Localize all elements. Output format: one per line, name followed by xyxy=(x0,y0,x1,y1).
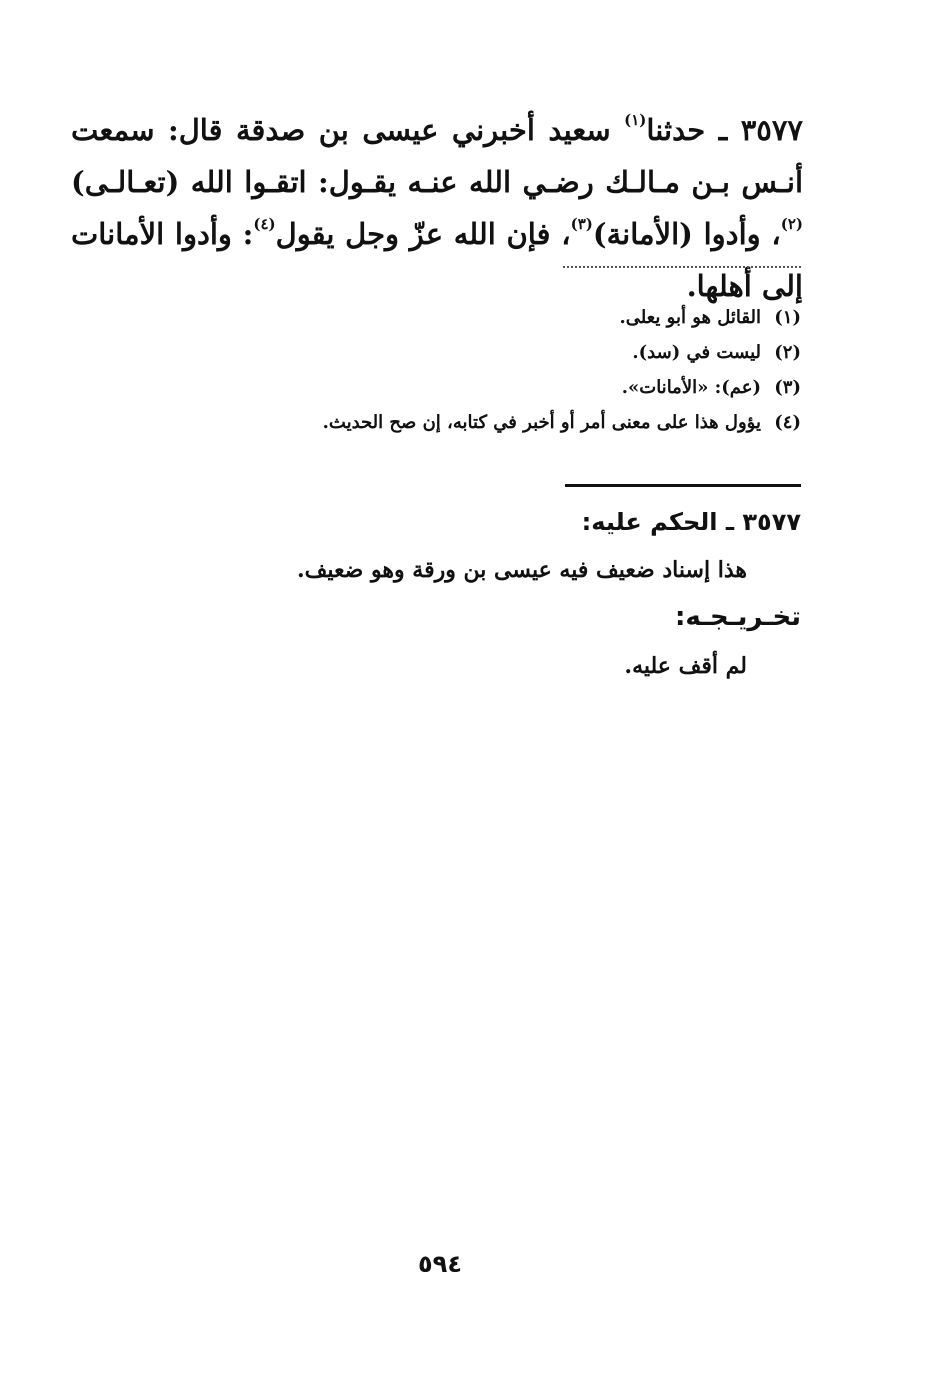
footnote-text: يؤول هذا على معنى أمر أو أخبر في كتابه، إن صح الحديث. xyxy=(322,412,761,433)
hadith-part-4: ، فإن الله عزّ وجل يقول xyxy=(275,217,571,251)
footnote-item xyxy=(201,335,801,370)
footnote-item xyxy=(201,300,801,335)
footnote-marker: (٢) xyxy=(774,342,801,363)
takhrij-text: لم أقف عليه. xyxy=(624,653,747,679)
footnote-separator xyxy=(563,266,801,268)
hadith-part-3: ، وأدوا (الأمانة) xyxy=(592,217,781,251)
hadith-part-2: سعيد أخبرني عيسى بن صدقة قال: سمعت أنـس بـن مـالـك رضـي الله عنـه يقـول: اتقـوا الله (تعـالـى) xyxy=(71,113,803,199)
hadith-dash: ـ xyxy=(705,113,741,147)
hadith-number: ٣٥٧٧ xyxy=(740,113,803,147)
footnote-text: القائل هو أبو يعلى. xyxy=(619,307,761,328)
judgment-heading: ٣٥٧٧ ـ الحكم عليه: xyxy=(581,508,801,536)
page-number: ٥٩٤ xyxy=(418,1250,462,1278)
footnote-item xyxy=(201,405,801,440)
footnote-text: (عم): «الأمانات». xyxy=(621,377,761,398)
takhrij-heading: تخـريـجـه: xyxy=(674,602,801,632)
hadith-text xyxy=(71,104,803,312)
footnote-ref-2[interactable]: (٢) xyxy=(780,215,803,234)
section-divider xyxy=(565,484,801,487)
footnote-marker: (١) xyxy=(774,307,801,328)
footnote-text: ليست في (سد). xyxy=(632,342,761,363)
footnote-ref-3[interactable]: (٣) xyxy=(570,215,593,234)
hadith-part-1: حدثنا xyxy=(646,113,706,147)
hadith-part-5: : وأدوا الأمانات إلى أهلها. xyxy=(71,217,803,303)
footnote-marker: (٤) xyxy=(774,412,801,433)
footnote-ref-4[interactable]: (٤) xyxy=(253,215,276,234)
footnote-ref-1[interactable]: (١) xyxy=(624,111,647,130)
judgment-text: هذا إسناد ضعيف فيه عيسى بن ورقة وهو ضعيف. xyxy=(297,557,747,583)
footnote-marker: (٣) xyxy=(774,377,801,398)
footnote-item xyxy=(201,370,801,405)
footnotes-list xyxy=(201,300,801,440)
